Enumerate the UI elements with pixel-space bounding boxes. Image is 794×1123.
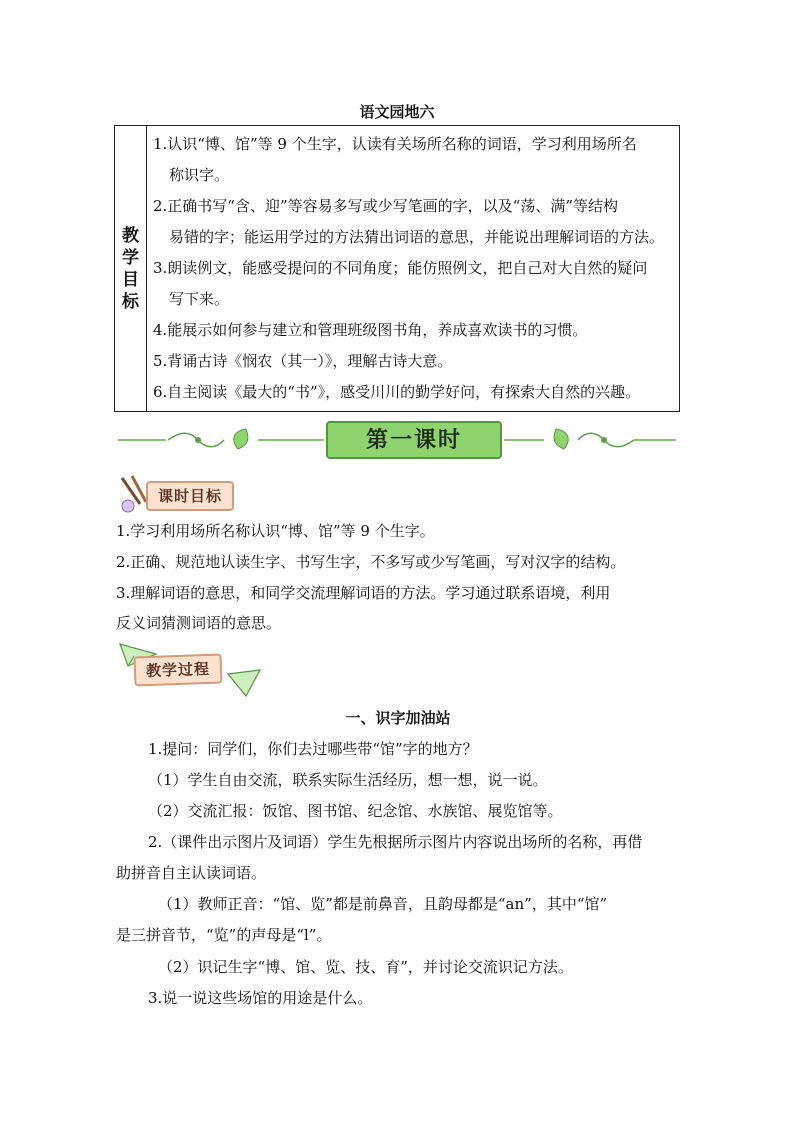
teaching-goals-content [147,126,680,412]
goal-line-cont: 称识字。 [169,166,230,184]
body-line: 2.（课件出示图片及词语）学生先根据所示图片内容说出场所的名称，再借 [148,833,643,851]
teaching-process-tag: 教学过程 [134,653,223,686]
document-title: 语文园地六 [359,103,435,121]
teaching-goals-table [114,125,680,412]
vine-flourish-icon [544,427,634,453]
goal-item [153,253,675,315]
banner-rule-left-inner [258,439,324,441]
body-line: 1.提问：同学们，你们去过哪些带“馆”字的地方？ [148,740,478,758]
body-line: 3.说一说这些场馆的用途是什么。 [148,989,373,1007]
goal-line-cont: 写下来。 [169,290,230,308]
goal-item [153,377,675,408]
goal-item [153,346,675,377]
goal-item [153,191,675,253]
banner-rule-right [634,439,676,441]
body-line: （1）学生自由交流，联系实际生活经历，想一想，说一说。 [148,771,548,789]
banner-rule-left [118,439,166,441]
lesson-banner-title: 第一课时 [326,421,502,459]
goal-item [153,315,675,346]
vine-flourish-icon [168,427,258,453]
section-heading: 一、识字加油站 [345,709,451,727]
lesson-goal-line: 2.正确、规范地认读生字、书写生字，不多写或少写笔画，写对汉字的结构。 [116,553,626,571]
goal-line: 5.背诵古诗《悯农（其一）》，理解古诗大意。 [153,352,453,370]
lesson-banner [118,421,676,459]
teaching-goals-label [115,126,147,412]
label-char: 教 [122,225,139,246]
lesson-goal-line: 1.学习利用场所名称认识“博、馆”等 9 个生字。 [116,522,435,540]
label-char: 学 [122,247,139,268]
goal-line: 6.自主阅读《最大的“书”》，感受川川的勤学好问，有探索大自然的兴趣。 [153,383,641,401]
label-char: 标 [122,291,139,312]
banner-rule-right-inner [504,439,544,441]
goal-line: 3.朗读例文，能感受提问的不同角度；能仿照例文，把自己对大自然的疑问 [153,259,648,277]
goal-line: 2.正确书写“含、迎”等容易多写或少写笔画的字，以及“荡、满”等结构 [153,197,618,215]
goal-item [153,129,675,191]
lesson-goal-line: 反义词猜测词语的意思。 [116,614,282,632]
body-line: （2）识记生字“博、馆、览、技、育”，并讨论交流识记方法。 [158,958,573,976]
body-line: 是三拼音节，“览”的声母是“l”。 [116,926,332,944]
goal-line: 1.认识“博、馆”等 9 个生字，认读有关场所名称的词语，学习利用场所名 [153,135,637,153]
goal-line-cont: 易错的字；能运用学过的方法猜出词语的意思，并能说出理解词语的方法。 [169,228,665,246]
lesson-goals-tag: 课时目标 [146,481,234,511]
body-line: （2）交流汇报：饭馆、图书馆、纪念馆、水族馆、展览馆等。 [148,802,563,820]
goal-line: 4.能展示如何参与建立和管理班级图书角，养成喜欢读书的习惯。 [153,321,588,339]
paper-plane-icon [226,668,262,698]
lesson-goal-line: 3.理解词语的意思，和同学交流理解词语的方法。学习通过联系语境，利用 [116,584,611,602]
body-line: （1）教师正音：“馆、览”都是前鼻音，且韵母都是“an”，其中“馆” [158,895,608,913]
label-char: 目 [122,269,139,290]
body-line: 助拼音自主认读词语。 [116,864,267,882]
